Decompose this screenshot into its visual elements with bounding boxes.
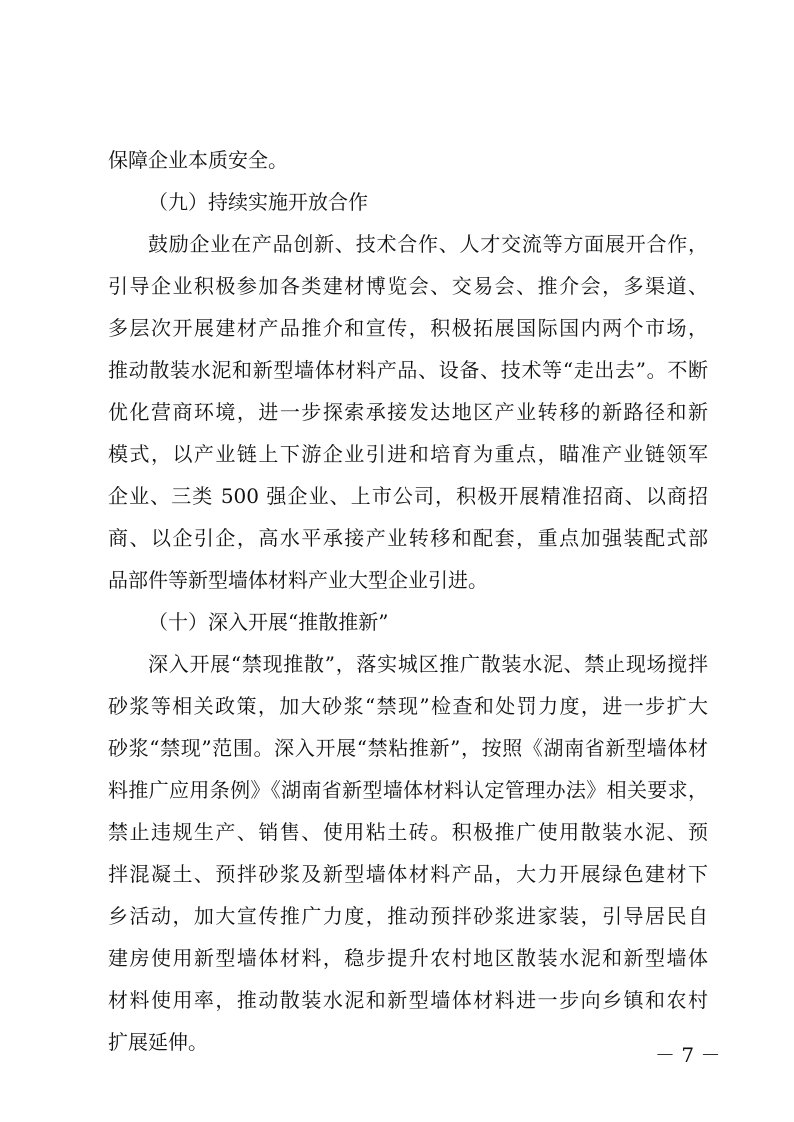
paragraph-line: 鼓励企业在产品创新、技术合作、人才交流等方面展开合作， [148,232,708,256]
paragraph-line: 建房使用新型墙体材料，稳步提升农村地区散装水泥和新型墙体 [108,946,708,970]
paragraph-line: 扩展延伸。 [108,1030,208,1054]
paragraph-line: 料推广应用条例》《湖南省新型墙体材料认定管理办法》相关要求， [108,778,708,802]
section-heading-9: （九）持续实施开放合作 [148,190,368,214]
paragraph-line: 品部件等新型墙体材料产业大型企业引进。 [108,568,488,592]
paragraph-line: 材料使用率，推动散装水泥和新型墙体材料进一步向乡镇和农村 [108,988,708,1012]
paragraph-line: 拌混凝土、预拌砂浆及新型墙体材料产品，大力开展绿色建材下 [108,862,708,886]
paragraph-line: 多层次开展建材产品推介和宣传，积极拓展国际国内两个市场， [108,316,708,340]
paragraph-line: 优化营商环境，进一步探索承接发达地区产业转移的新路径和新 [108,400,708,424]
paragraph-line: 砂浆“禁现”范围。深入开展“禁粘推新”，按照《湖南省新型墙体材 [108,736,708,760]
paragraph-line: 模式，以产业链上下游企业引进和培育为重点，瞄准产业链领军 [108,442,708,466]
paragraph-line: 企业、三类 500 强企业、上市公司，积极开展精准招商、以商招 [108,484,708,508]
paragraph-line: 推动散装水泥和新型墙体材料产品、设备、技术等“走出去”。不断 [108,358,708,382]
page-number: － 7 － [655,1043,721,1067]
paragraph-line: 乡活动，加大宣传推广力度，推动预拌砂浆进家装，引导居民自 [108,904,708,928]
paragraph-line: 保障企业本质安全。 [108,148,288,172]
paragraph-line: 深入开展“禁现推散”，落实城区推广散装水泥、禁止现场搅拌 [148,652,708,676]
paragraph-line: 引导企业积极参加各类建材博览会、交易会、推介会，多渠道、 [108,274,708,298]
section-heading-10: （十）深入开展“推散推新” [148,610,389,634]
paragraph-line: 禁止违规生产、销售、使用粘土砖。积极推广使用散装水泥、预 [108,820,708,844]
paragraph-line: 商、以企引企，高水平承接产业转移和配套，重点加强装配式部 [108,526,708,550]
paragraph-line: 砂浆等相关政策，加大砂浆“禁现”检查和处罚力度，进一步扩大 [108,694,708,718]
